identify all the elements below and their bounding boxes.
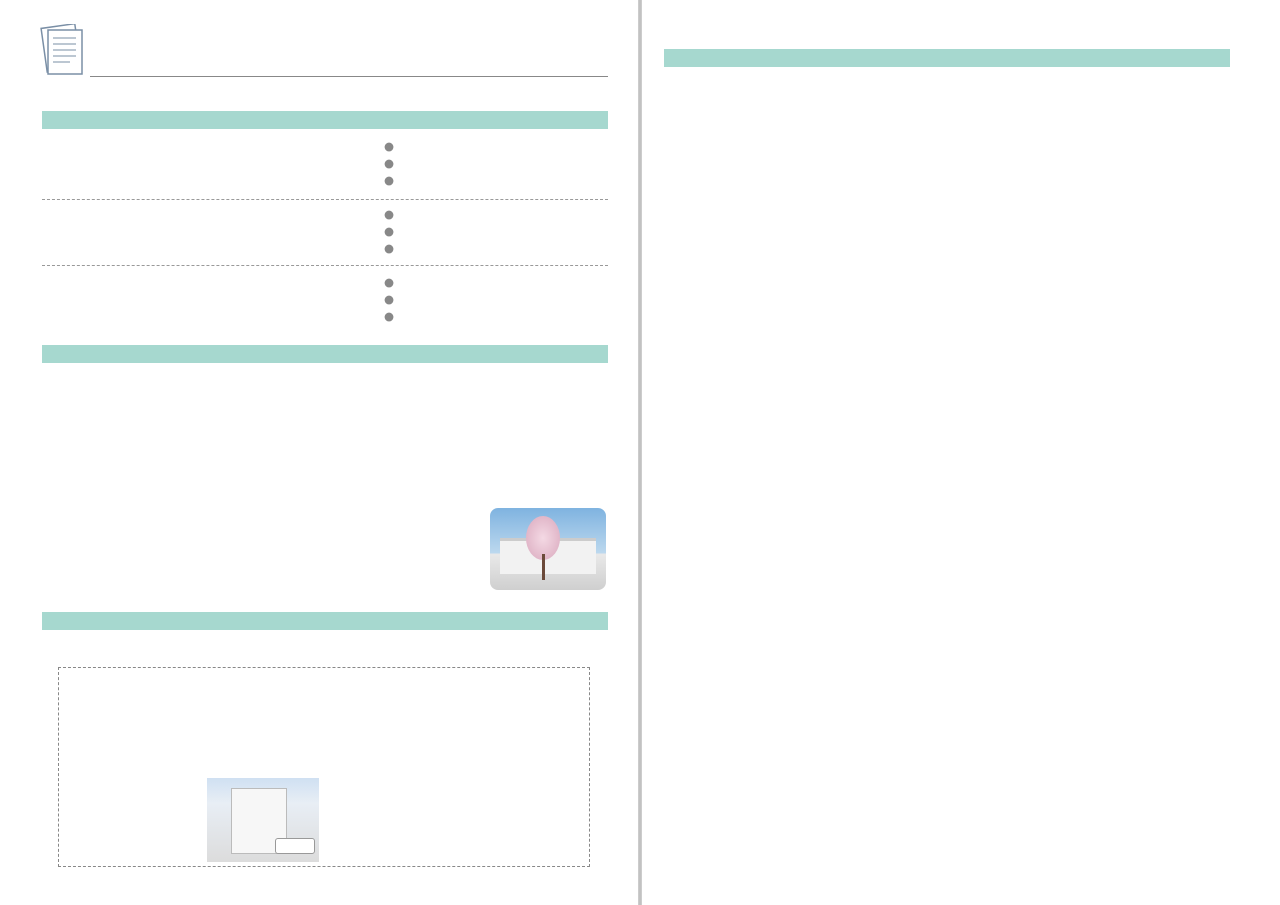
goal-1: [42, 134, 608, 200]
disaster-header: [42, 612, 608, 630]
goal-bullets: [384, 274, 399, 325]
history-header: [42, 345, 608, 363]
disaster-box: [58, 667, 590, 867]
document-icon: [40, 24, 86, 78]
left-page: [0, 0, 638, 905]
building-photo: [207, 778, 319, 862]
school-photo: [490, 508, 606, 590]
goal-3: [42, 266, 608, 334]
goal-bullets: [384, 206, 399, 257]
data-header: [664, 49, 1230, 67]
right-page: [642, 0, 1280, 905]
goal-2: [42, 200, 608, 266]
goal-bullets: [384, 138, 399, 189]
goals-header: [42, 111, 608, 129]
title-rule: [90, 76, 608, 77]
